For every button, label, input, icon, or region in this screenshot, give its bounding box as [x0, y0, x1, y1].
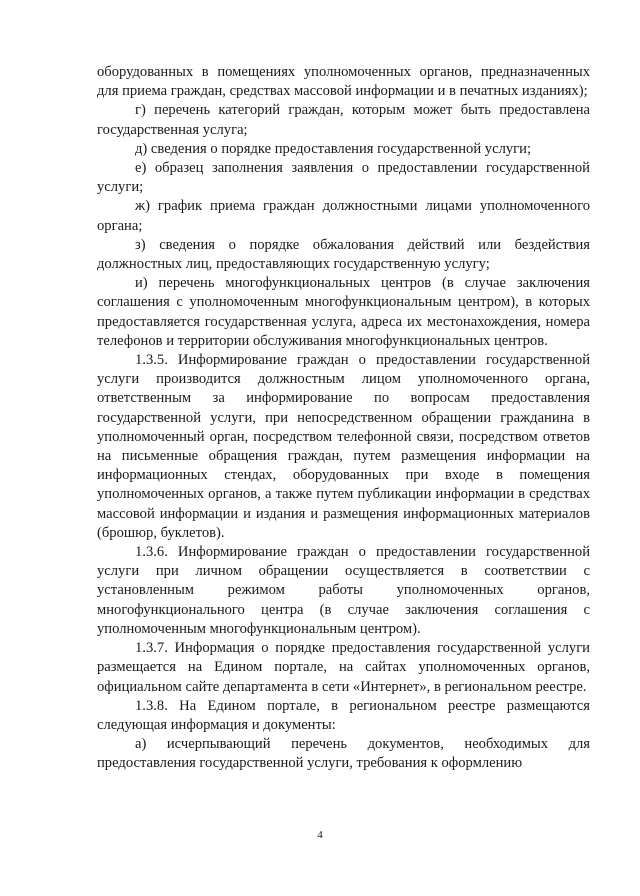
list-item-d: д) сведения о порядке предоставления государственной услуги; — [135, 140, 532, 157]
section-1-3-6: 1.3.6. Информирование граждан о предоставлении государственной услуги при личном обращении осуществляется в соответствии с установленным режимом работы уполномоченных органов, многофункционального центра (в случае заключения соглашения с уполномоченным многофункциональным центром). — [97, 544, 590, 637]
section-1-3-5: 1.3.5. Информирование граждан о предоставлении государственной услуги производится должностным лицом уполномоченного органа, ответственным за информирование по вопросам предоставления государственной услуги, при непосредственном обращении гражданина в уполномоченный орган, посредством телефонной связи, посредством ответов на письменные обращения граждан, путем размещения информации на информационных стендах, оборудованных при входе в помещения уполномоченных органов, а также путем публикации информации в средствах массовой информации и издания и размещения информационных материалов (брошюр, буклетов). — [97, 352, 590, 541]
list-item-e: е) образец заполнения заявления о предоставлении государственной услуги; — [97, 160, 590, 196]
section-1-3-8: 1.3.8. На Едином портале, в региональном реестре размещаются следующая информация и документы: — [97, 697, 590, 733]
section-1-3-7: 1.3.7. Информация о порядке предоставления государственной услуги размещается на Едином портале, на сайтах уполномоченных органов, официальном сайте департамента в сети «Интернет», в региональном реестре. — [97, 640, 590, 695]
list-item-z: з) сведения о порядке обжалования действий или бездействия должностных лиц, предоставляющих государственную услугу; — [97, 236, 590, 273]
list-item-zh: ж) график приема граждан должностными лицами уполномоченного органа; — [97, 198, 590, 234]
paragraph-continuation: оборудованных в помещениях уполномоченных органов, предназначенных для приема граждан, средствах массовой информации и в печатных изданиях); — [97, 64, 590, 100]
page-number: 4 — [317, 829, 323, 841]
list-item-i: и) перечень многофункциональных центров (в случае заключения соглашения с уполномоченным многофункциональным центром), в которых предоставляется государственная услуга, адреса их местонахождения, номера телефонов и территории обслуживания многофункциональных центров. — [97, 275, 590, 349]
list-item-g: г) перечень категорий граждан, которым может быть предоставлена государственная услуга; — [97, 102, 590, 138]
list-item-a: а) исчерпывающий перечень документов, необходимых для предоставления государственной услуги, требования к оформлению — [97, 736, 590, 772]
